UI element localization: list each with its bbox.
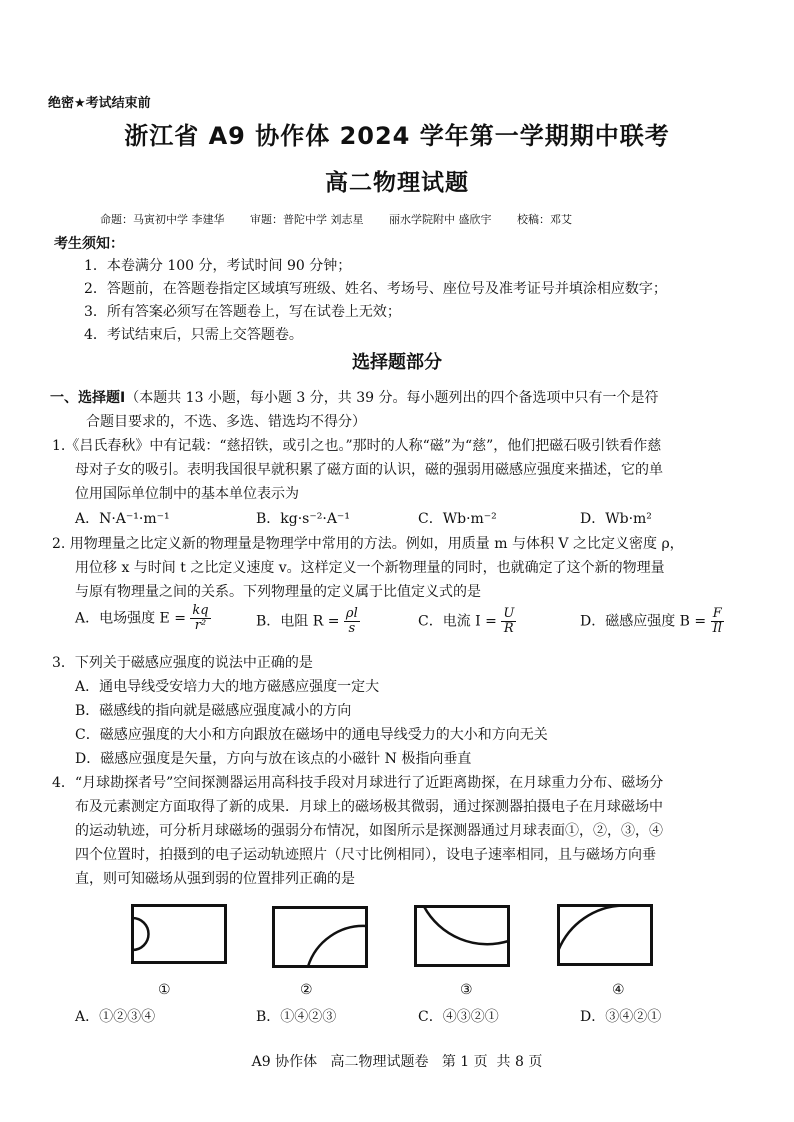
author-proofreader: 校稿：邓艾 <box>517 213 572 226</box>
exam-title: 浙江省 A9 协作体 2024 学年第一学期期中联考 <box>124 122 670 150</box>
denominator: R <box>503 621 514 636</box>
numerator: ρl <box>345 606 358 621</box>
notice-item: 3．所有答案必须写在答题卷上，写在试卷上无效； <box>84 304 401 320</box>
q2-option-b <box>256 607 360 636</box>
q2-option-a <box>75 604 211 633</box>
q3-option-d: D．磁感应强度是矢量，方向与放在该点的小磁针 N 极指向垂直 <box>75 751 472 767</box>
figure-label-2: ② <box>300 982 313 998</box>
numerator: F <box>711 607 724 622</box>
fraction <box>501 607 516 636</box>
q2-option-c-label: C．电流 I = <box>418 613 497 630</box>
q3-option-a: A．通电导线受安培力大的地方磁感应强度一定大 <box>75 679 380 695</box>
figure-label-1: ① <box>158 982 171 998</box>
trajectory-figure-2 <box>272 906 368 968</box>
q2-option-b-label: B．电阻 R = <box>256 613 340 630</box>
section-title: 选择题部分 <box>352 352 442 373</box>
notice-title: 考生须知： <box>54 236 124 252</box>
part1-desc: （本题共 13 小题，每小题 3 分，共 39 分。每小题列出的四个备选项中只有一个是符 <box>125 390 659 406</box>
q1-option-a: A．N·A⁻¹·m⁻¹ <box>75 511 170 527</box>
author-setter: 命题：马寅初中学 李建华 <box>100 213 225 226</box>
author-reviewer-1: 审题：普陀中学 刘志星 <box>250 213 364 226</box>
electron-trajectory <box>308 926 367 967</box>
numerator: U <box>503 606 515 621</box>
trajectory-figure-1 <box>131 904 227 964</box>
q3-stem: 3．下列关于磁感应强度的说法中正确的是 <box>52 655 313 671</box>
q1-option-c: C．Wb·m⁻² <box>418 511 497 527</box>
electron-trajectory <box>424 907 509 945</box>
part1-heading-line <box>50 387 658 407</box>
q1-line: 1.《吕氏春秋》中有记载：“慈招铁，或引之也。”那时的人称“磁”为“慈”，他们把磁石吸引铁看作慈 <box>52 438 662 454</box>
exam-subtitle: 高二物理试题 <box>325 170 469 196</box>
q4-line: 直，则可知磁场从强到弱的位置排列正确的是 <box>75 871 355 887</box>
denominator: Il <box>712 621 722 636</box>
notice-item: 2．答题前，在答题卷指定区域填写班级、姓名、考场号、座位号及准考证号并填涂相应数字； <box>84 281 667 297</box>
photo-frame <box>559 906 652 965</box>
part1-heading: 一、选择题Ⅰ <box>50 390 126 406</box>
q4-option-a: A．①②③④ <box>75 1009 156 1025</box>
trajectory-figure-3 <box>414 905 510 967</box>
q4-option-c: C．④③②① <box>418 1009 499 1025</box>
electron-trajectory <box>133 918 149 950</box>
trajectory-figure-4 <box>557 904 653 966</box>
q3-option-c: C．磁感应强度的大小和方向跟放在磁场中的通电导线受力的大小和方向无关 <box>75 727 548 743</box>
q2-option-d <box>580 607 724 636</box>
denominator: r² <box>194 618 207 633</box>
electron-trajectory <box>559 906 624 951</box>
page-footer: A9 协作体 高二物理试题卷 第 1 页 共 8 页 <box>251 1054 543 1070</box>
authors-line <box>100 211 594 227</box>
figure-label-3: ③ <box>460 982 473 998</box>
q1-option-d: D．Wb·m² <box>580 511 652 527</box>
author-reviewer-2: 丽水学院附中 盛欣宇 <box>389 213 492 226</box>
fraction <box>711 607 724 636</box>
q4-line: 布及元素测定方面取得了新的成果．月球上的磁场极其微弱，通过探测器拍摄电子在月球磁场中 <box>75 799 663 815</box>
q4-line: 的运动轨迹，可分析月球磁场的强弱分布情况，如图所示是探测器通过月球表面①，②，③，④ <box>75 823 663 839</box>
confidential-label: 绝密★考试结束前 <box>48 96 151 111</box>
q2-option-d-label: D．磁感应强度 B = <box>580 613 707 630</box>
q1-option-b: B．kg·s⁻²·A⁻¹ <box>256 511 350 527</box>
denominator: s <box>348 621 356 636</box>
q4-option-b: B．①④②③ <box>256 1009 337 1025</box>
q4-option-d: D．③④②① <box>580 1009 662 1025</box>
fraction <box>190 604 210 633</box>
figure-label-4: ④ <box>612 982 625 998</box>
q4-line: 4．“月球勘探者号”空间探测器运用高科技手段对月球进行了近距离勘探，在月球重力分布、磁场分 <box>52 775 664 791</box>
photo-frame <box>274 908 367 967</box>
q1-line: 母对子女的吸引。表明我国很早就积累了磁方面的认识，磁的强弱用磁感应强度来描述，它的单 <box>75 462 663 478</box>
numerator: kq <box>192 603 209 618</box>
notice-item: 1．本卷满分 100 分，考试时间 90 分钟； <box>84 258 352 274</box>
q2-option-c <box>418 607 516 636</box>
q4-line: 四个位置时，拍摄到的电子运动轨迹照片（尺寸比例相同），设电子速率相同，且与磁场方向垂 <box>75 847 656 863</box>
q2-line: 与原有物理量之间的关系。下列物理量的定义属于比值定义式的是 <box>75 584 481 600</box>
part1-desc-2: 合题目要求的，不选、多选、错选均不得分） <box>86 414 366 430</box>
q3-option-b: B．磁感线的指向就是磁感应强度减小的方向 <box>75 703 352 719</box>
q2-line: 用位移 x 与时间 t 之比定义速度 v。这样定义一个新物理量的同时，也就确定了这个新的物理量 <box>75 560 665 576</box>
q1-line: 位用国际单位制中的基本单位表示为 <box>75 486 299 502</box>
q2-option-a-label: A．电场强度 E = <box>75 610 186 627</box>
photo-frame <box>133 906 226 963</box>
notice-item: 4．考试结束后，只需上交答题卷。 <box>84 327 303 343</box>
q2-line: 2. 用物理量之比定义新的物理量是物理学中常用的方法。例如，用质量 m 与体积 V 之比定义密度 ρ， <box>52 536 684 552</box>
fraction <box>344 607 360 636</box>
